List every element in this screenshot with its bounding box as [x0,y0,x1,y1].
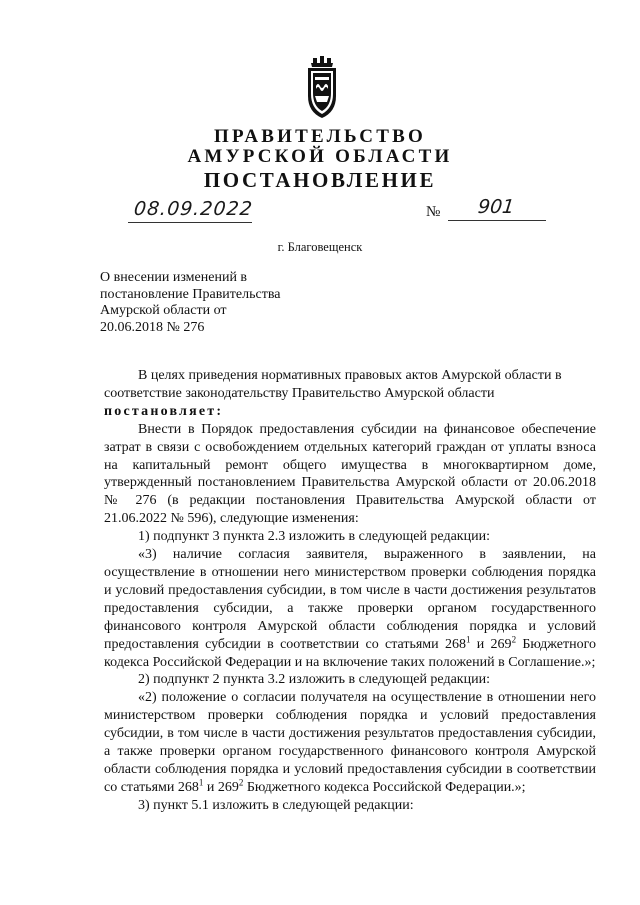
superscript: 2 [238,777,244,788]
main-paragraph: Внести в Порядок предоставления субсидии на финансовое обеспечение затрат в связи с освобождением отдельных категорий граждан от уплаты взноса на капитальный ремонт общего имущества в многоквартирном доме, утвержденный постановлением Правительства Амурской области от 20.06.2018 № 276 (в редакции постановления Правительства Амурской области от 21.06.2022 № 596), следующие изменения: [104,421,596,527]
superscript: 1 [465,633,471,644]
intro-line-1: В целях приведения нормативных правовых актов Амурской области в [138,368,562,383]
document-body [104,367,596,815]
city-label: г. Благовещенск [277,240,363,254]
subject-line: 20.06.2018 № 276 [100,320,205,336]
item-2-quote [104,689,596,796]
coat-of-arms-emblem [302,56,342,120]
item-1-quote [104,546,596,671]
quote-text: Бюджетного кодекса Российской Федерации и на включение таких положений в Соглашение.»; [104,636,596,670]
subject-line: Амурской области от [100,303,227,319]
subject-line: О внесении изменений в [100,270,248,285]
government-title: ПРАВИТЕЛЬСТВО [214,126,426,147]
quote-text: «3) наличие согласия заявителя, выраженного в заявлении, на осуществление в отношении него министерством проверки соблюдения порядка и условий предоставления субсидии, в том числе в части достижения результатов предоставления субсидии, а также проверки органом государственного финансового контроля Амурской области соблюдения порядка и условий предоставления субсидии в соответствии со статьями 268 [104,547,596,652]
date-underline [128,222,252,223]
document-type-title: ПОСТАНОВЛЕНИЕ [203,168,437,192]
number-underline [448,220,546,221]
number-sign: № [426,204,441,220]
item-1-heading: 1) подпункт 3 пункта 2.3 изложить в следующей редакции: [138,529,490,545]
quote-text: Бюджетного кодекса Российской Федерации.»; [243,779,526,795]
quote-text: и 269 [470,636,512,652]
subject-line: постановление Правительства [100,286,281,302]
quote-text: «2) положение о согласии получателя на осуществление в отношении него министерством проверки соблюдения порядка и условий предоставления субсидии, в том числе в части достижения результатов предоставления субсидии, а также проверки органом государственного финансового контроля Амурской области соблюдения порядка и условий предоставления субсидии в соответствии со статьями 268 [104,690,596,795]
region-title: АМУРСКОЙ ОБЛАСТИ [187,146,453,167]
item-2-heading: 2) подпункт 2 пункта 3.2 изложить в следующей редакции: [138,672,490,688]
item-3-heading: 3) пункт 5.1 изложить в следующей редакции: [138,797,414,813]
document-number: 901 [476,196,516,218]
document-subject [100,270,280,337]
quote-text: и 269 [203,779,239,795]
superscript: 1 [198,777,204,788]
superscript: 2 [511,633,517,644]
document-date: 08.09.2022 [132,198,254,220]
intro-line-2: соответствие законодательству Правительство Амурской области [104,385,495,401]
resolves-word: постановляет: [104,403,224,419]
